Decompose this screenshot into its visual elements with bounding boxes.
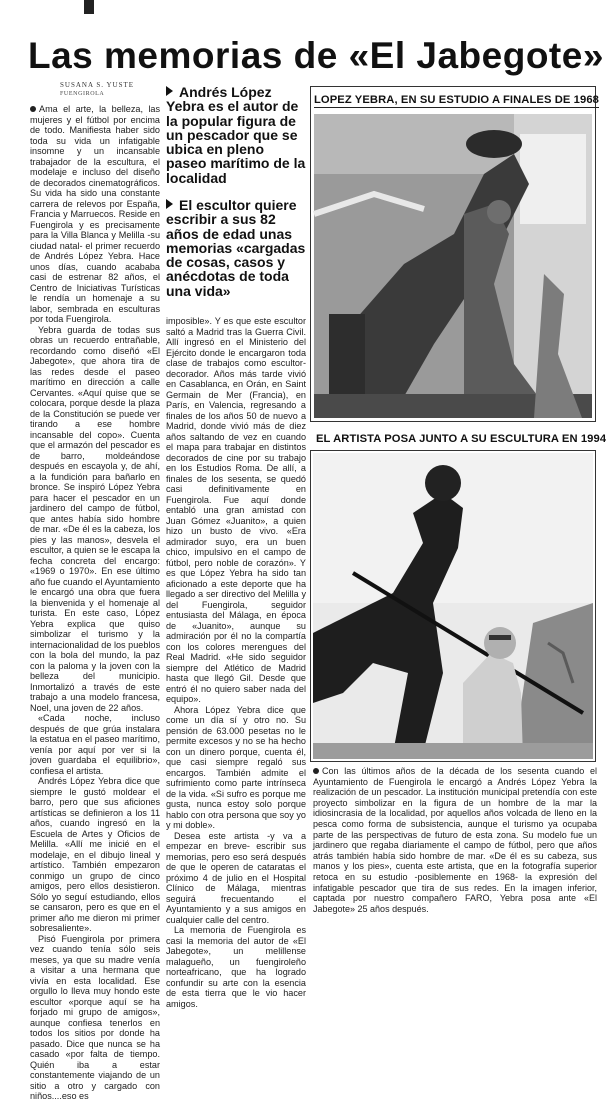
paragraph: Ahora López Yebra dice que come un día sí y otro no. Su pensión de 63.000 pesetas no le permite excesos y no se ha hecho con un dinero porque, cuenta él, que casi siempre regaló sus encargos. También admite el sufrimiento como parte intrínseca de la vida. «Si sufro es porque me gusta, nunca estoy solo porque hablo con otra persona que soy yo y mi doble». [166, 704, 306, 830]
paragraph: Pisó Fuengirola por primera vez cuando tenía sólo seis meses, ya que su madre venía a visitar a una hermana que vivía en esta localidad. Ese orgullo lo lleva muy hondo este escultor «porque aquí se ha forjado mi grupo de amigos», aunque confiesa tenerlos en todos los sitios por donde ha pasado. Dice que nunca se ha casado «por falta de tiempo. Quién iba a estar constantemente viajando de un sitio a otro y cargado con niños....eso es [30, 933, 160, 1101]
dek-2: El escultor quiere escribir a sus 82 años de edad unas memorias «cargadas de cosas, casos y anécdotas de toda una vida» [166, 197, 306, 299]
bullet-icon [30, 106, 36, 112]
paragraph: «Cada noche, incluso después de que grúa instalara la estatua en el paseo marítimo, venía por aquí por ver si la joven guardaba el equilibrio», confiesa el artista. [30, 713, 160, 776]
dek-1: Andrés López Yebra es el autor de la popular figura de un pescador que se ubica en pleno paseo marítimo de la localidad [166, 84, 306, 186]
paragraph: Ama el arte, la belleza, las mujeres y el fútbol por encima de todo. Manifiesta haber sido toda su vida un infatigable insomne y un incansable trabajador de la escultura, el modelaje e incluso del diseño de decorados cinematográficos. Su vida ha sido una constante carrera de relevos por España, Francia y Marruecos. Reside en Fuengirola y es precisamente para la Villa Blanca y Melilla -su ciudad natal- el primer recuerdo de Andrés López Yebra. Hace unos días, cuando acababa casi de estrenar 82 años, el Centro de Iniciativas Turísticas le rendía un homenaje a su labor, sembrada en esculturas por toda Fuengirola. [30, 104, 160, 324]
section-marker [84, 0, 94, 14]
paragraph: Desea este artista -y va a empezar en breve- escribir sus memorias, pero eso será después de que le operen de cataratas el próximo 4 de julio en el Hospital Clínico de Málaga, mientras seguirá frecuentando el Ayuntamiento y a sus amigos en cualquier calle del centro. [166, 830, 306, 925]
paragraph: Andrés López Yebra dice que siempre le gustó moldear el barro, pero que sus aficiones artísticas se definieron a los 11 años, cuando ingresó en la Escuela de Artes y Oficios de Melilla. «Allí me inicié en el modelaje, en el dibujo lineal y artístico. También empezaron conmigo un grupo de cinco amigos, pero ellos desistieron. Sólo yo seguí estudiando, ellos se cansaron, pero es que en el primer año me dieron mi primer sobresaliente». [30, 776, 160, 933]
photo-caption: Con las últimos años de la década de los sesenta cuando el Ayuntamiento de Fuengirola le encargó a Andrés López Yebra la realización de un pescador. La institución municipal pretendía con este proyecto simbolizar en la figura de un hombre de la mar la idiosincrasia de la localidad, por aquellos años volcada de lleno en la pesca como forma de subsistencia, aunque el turismo ya ocupaba parte de las perspectivas de futuro de esta zona. Su modelo fue un jardinero que regaba diariamente el campo de fútbol, pero que años atrás también había sido hombre de mar. «De él es su cabeza, sus manos y los pies», cuenta este artista, que en la fotografía superior retoca en su estudio -posiblemente en 1968- la expresión del infatigable pescador que tira de sus redes. En la imagen inferior, captada por nuestro compañero FARO, Yebra posa ante «El Jabegote» 25 años después. [313, 766, 597, 914]
triangle-bullet-icon [166, 86, 173, 96]
triangle-bullet-icon [166, 199, 173, 209]
paragraph: La memoria de Fuengirola es casi la memoria del autor de «El Jabegote», un melillense malagueño, un fuengiroleño norteafricano, que ha logrado confundir su arte con la esencia de esta tierra que le vio hacer amigos. [166, 925, 306, 1009]
article-column-2 [166, 316, 306, 1009]
photo-studio-1968 [314, 114, 592, 418]
dateline-place: FUENGIROLA [60, 91, 105, 97]
photo-sculpture-1994 [313, 453, 593, 759]
byline: SUSANA S. YUSTE [60, 81, 135, 89]
paragraph: imposible». Y es que este escultor saltó a Madrid tras la Guerra Civil. Allí ingresó en el Ministerio del Ejército donde le encargaron toda clase de trabajos como escultor-decorador. Años más tarde vivió en Casablanca, en Orán, en Saint Germain de Mer (Francia), en París, en Valencia, regresando a finales de los años 50 de nuevo a Madrid, donde vivió más de diez años saltando de vez en cuando el mapa para trabajar en distintos decorados de cine por su trabajo en los Estudios Roma. De allí, a finales de los sesenta, se quedó casi definitivamente en Fuengirola. Fue aquí donde entabló una gran amistad con Juan Gómez «Juanito», a quien hizo un busto de vivo. «Era admirador suyo, era un buen chico, impulsivo en el campo de fútbol, pero noble de corazón». Y es que López Yebra ha sido tan aficionado a este deporte que ha llegado a ser directivo del Melilla y del Fuengirola, seguidor entusiasta del Málaga, en época de «Juanito», aunque su admiración por él no la compartía con los colores merengues del Real Madrid. «He sido seguidor siempre del Atlético de Madrid hasta que llegó Gil. Desde que entró él no quiero saber nada del equipo». [166, 316, 306, 704]
article-column-1 [30, 104, 160, 1101]
photo-title-bottom: EL ARTISTA POSA JUNTO A SU ESCULTURA EN 1994 [316, 433, 606, 445]
headline: Las memorias de «El Jabegote» [28, 35, 604, 76]
photo-title-top: LOPEZ YEBRA, EN SU ESTUDIO A FINALES DE 1968 [314, 94, 599, 106]
bullet-icon [313, 768, 319, 774]
paragraph: Yebra guarda de todas sus obras un recuerdo entrañable, recordando como diseñó «El Jabegote», que ahora tira de las redes desde el paseo marítimo en dirección a calle Cervantes. «Aquí quise que se colocara, porque desde la plaza de la Constitución se puede ver tirando a ese hombre incansable del copo». Cuenta que el armazón del pescador es de barro, moldeándose después en escayola y, de ahí, a la fundición para bañarlo en bronce. Se inspiró López Yebra para hacer el pescador en un jardinero del campo de fútbol, que antes había sido hombre de mar. «De él es la cabeza, los pies y las manos», desvela el escultor, a quien se le escapa la fecha concreta del encargo: «1969 o 1970». En ese último año fue cuando el Ayuntamiento le encargó una obra que fuera la bienvenida y el homenaje al turista. En este caso, López Yebra explica que quiso simbolizar el turismo y la internacionalidad de los pueblos con la bola del mundo, la paz con la paloma y la joven con la belleza del municipio. Inmortalizó a través de este trabajo a una modelo francesa, Noel, una joven de 22 años. [30, 324, 160, 713]
